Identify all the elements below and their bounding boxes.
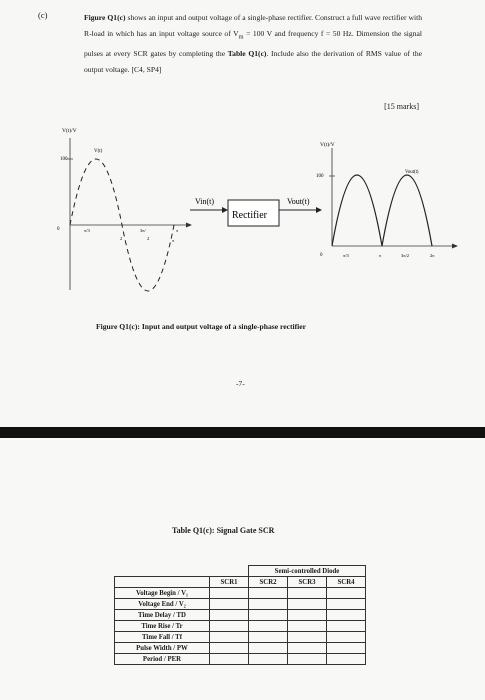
table-group-row (115, 566, 366, 577)
output-wave-label: Vout(t) (405, 170, 419, 175)
table-cell[interactable] (249, 643, 288, 654)
input-peak-label: 100 (60, 157, 68, 162)
input-tick-1: π/3 (84, 228, 90, 233)
rectifier-block-label: Rectifier (232, 210, 267, 221)
table-caption: Table Q1(c): Signal Gate SCR (172, 526, 275, 535)
page-number: -7- (236, 379, 245, 388)
page-separator (0, 427, 485, 438)
scr-gate-table (114, 565, 366, 665)
table-cell[interactable] (327, 588, 366, 599)
table-row (115, 599, 366, 610)
table-cell[interactable] (210, 632, 249, 643)
table-row (115, 654, 366, 665)
table-cell[interactable] (210, 621, 249, 632)
input-tick-5: 2 (147, 236, 150, 241)
row-label-voltage-begin: Voltage Begin / V₁ (115, 588, 210, 599)
header-scr4: SCR4 (327, 577, 366, 588)
rectifier-figure (0, 120, 485, 300)
table-cell[interactable] (327, 643, 366, 654)
table-cell[interactable] (210, 588, 249, 599)
table-group-header: Semi-controlled Diode (249, 566, 366, 577)
output-tick-4: 2π (430, 253, 435, 258)
table-cell[interactable] (249, 654, 288, 665)
input-axis-label: V(t)/V (62, 128, 77, 134)
table-cell[interactable] (327, 632, 366, 643)
question-text-2: = 100 V and frequency f = 50 Hz. Dimension the signal pulses at every SCR gates by completing the (84, 29, 422, 58)
table-row (115, 621, 366, 632)
table-cell[interactable] (249, 632, 288, 643)
input-tick-3: 3π/ (140, 228, 146, 233)
input-tick-4: π (172, 238, 175, 243)
table-row (115, 588, 366, 599)
table-cell[interactable] (288, 588, 327, 599)
table-cell[interactable] (288, 621, 327, 632)
output-tick-3: 3π/2 (401, 253, 410, 258)
question-text (84, 10, 422, 78)
table-row (115, 632, 366, 643)
table-cell[interactable] (249, 621, 288, 632)
question-text-1: shows an input and output voltage of a single-phase rectifier. Construct a full wave rectifier with R-load in which has an input voltage source of V (84, 13, 422, 38)
table-cell[interactable] (327, 621, 366, 632)
row-label-time-rise: Time Rise / Tr (115, 621, 210, 632)
output-peak-label: 100 (316, 174, 324, 179)
vm-subscript: m (238, 33, 244, 41)
row-label-time-delay: Time Delay / TD (115, 610, 210, 621)
table-corner-2 (210, 566, 249, 577)
table-row (115, 610, 366, 621)
row-label-pulse-width: Pulse Width / PW (115, 643, 210, 654)
output-axis-label: V(t)/V (320, 142, 335, 148)
input-x-arrow (186, 223, 192, 228)
table-cell[interactable] (288, 654, 327, 665)
table-header-blank (115, 577, 210, 588)
table-corner (115, 566, 210, 577)
table-row (115, 643, 366, 654)
table-cell[interactable] (210, 599, 249, 610)
table-header-row (115, 577, 366, 588)
output-tick-0: 0 (320, 253, 323, 258)
table-cell[interactable] (288, 599, 327, 610)
table-cell[interactable] (327, 610, 366, 621)
table-ref: Table Q1(c) (227, 48, 267, 58)
table-cell[interactable] (249, 610, 288, 621)
row-label-voltage-end: Voltage End / V₂ (115, 599, 210, 610)
row-label-time-fall: Time Fall / Tf (115, 632, 210, 643)
table-cell[interactable] (210, 643, 249, 654)
input-tick-0: 0 (57, 227, 60, 232)
table-cell[interactable] (210, 610, 249, 621)
input-tick-6: π (176, 228, 179, 233)
block-input-label: Vin(t) (195, 197, 215, 206)
block-input-arrowhead (222, 207, 228, 213)
table-cell[interactable] (210, 654, 249, 665)
table-cell[interactable] (249, 599, 288, 610)
block-output-arrowhead (316, 207, 322, 213)
output-x-arrow (452, 244, 458, 249)
marks-label: [15 marks] (384, 102, 419, 111)
header-scr2: SCR2 (249, 577, 288, 588)
table-cell[interactable] (327, 654, 366, 665)
table-cell[interactable] (288, 643, 327, 654)
table-cell[interactable] (327, 599, 366, 610)
header-scr3: SCR3 (288, 577, 327, 588)
block-output-label: Vout(t) (287, 197, 310, 206)
table-cell[interactable] (249, 588, 288, 599)
figure-caption: Figure Q1(c): Input and output voltage of a single-phase rectifier (96, 322, 307, 331)
output-tick-1: π/3 (343, 253, 349, 258)
figure-ref: Figure Q1(c) (84, 13, 126, 22)
output-rectified-wave (332, 175, 432, 246)
question-text-3: . Include also the derivation of RMS value of the output voltage. [C4, SP4] (84, 48, 422, 74)
question-label: (c) (38, 10, 48, 20)
row-label-period: Period / PER (115, 654, 210, 665)
input-tick-2: 2 (120, 236, 123, 241)
table-cell[interactable] (288, 610, 327, 621)
output-tick-2: π (379, 253, 382, 258)
input-wave-label: V(t) (94, 149, 103, 154)
table-cell[interactable] (288, 632, 327, 643)
header-scr1: SCR1 (210, 577, 249, 588)
